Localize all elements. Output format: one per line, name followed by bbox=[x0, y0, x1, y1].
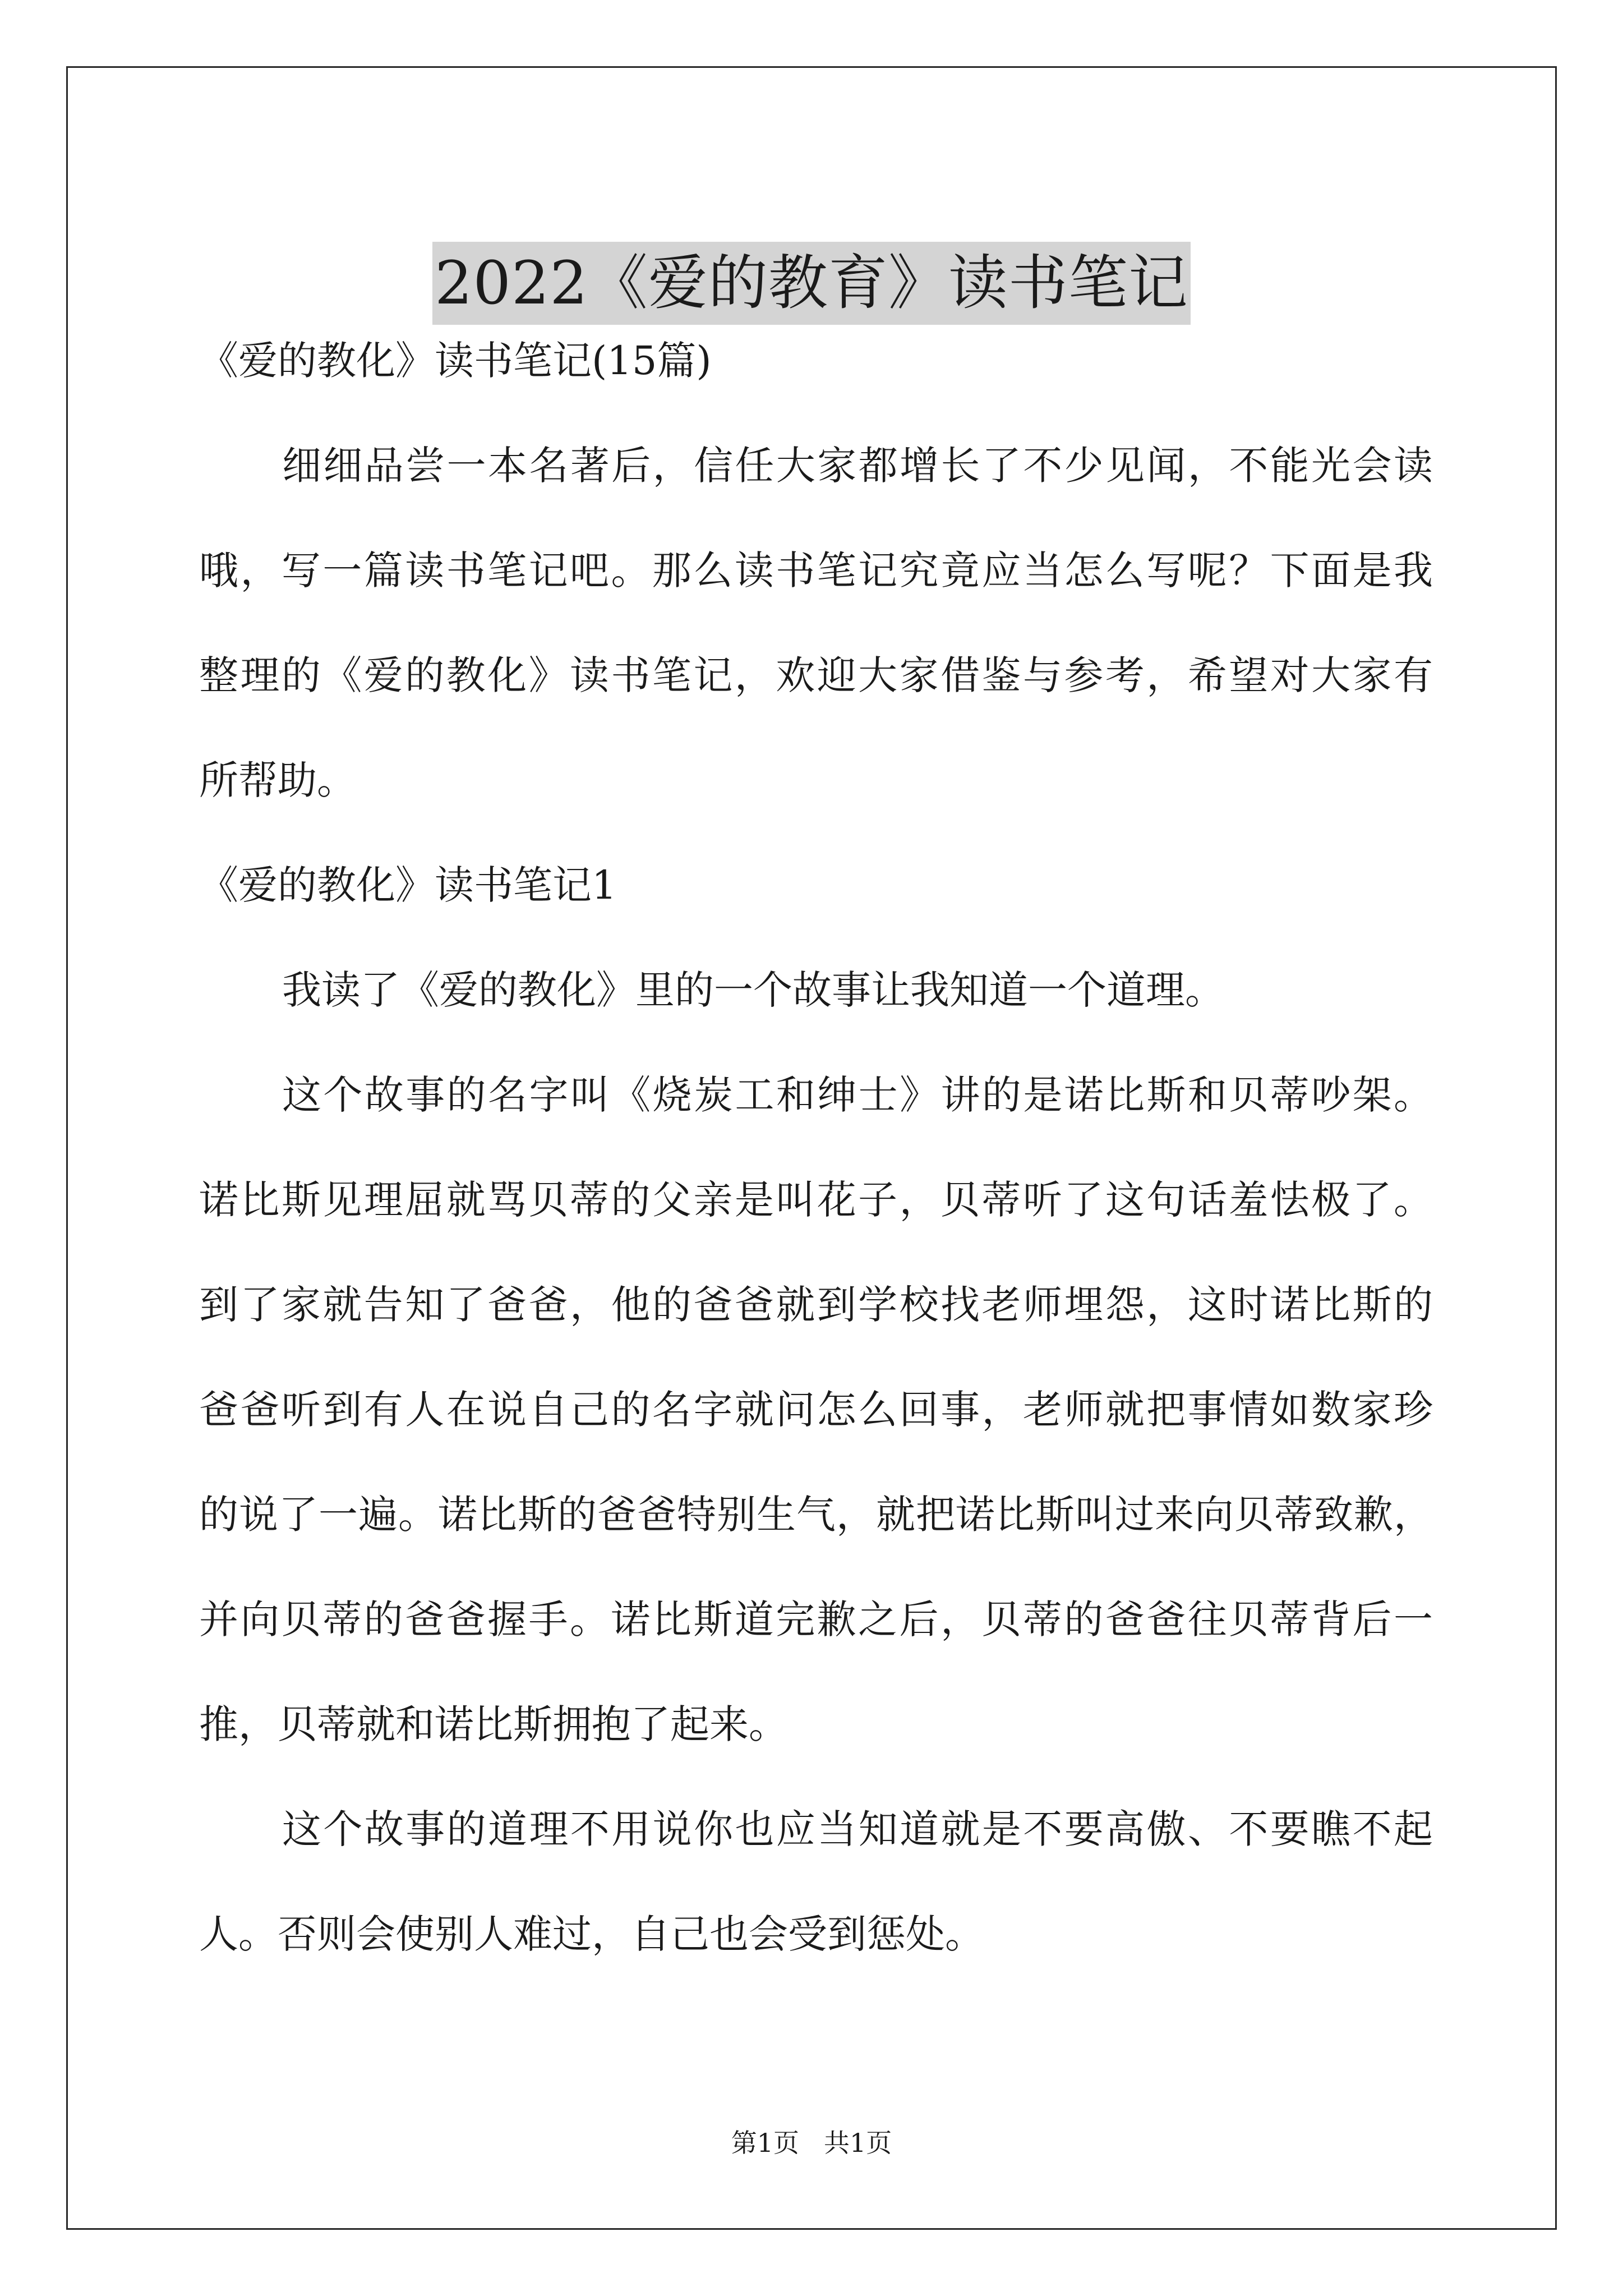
page-total: 共1页 bbox=[823, 2128, 892, 2158]
body-line: 推，贝蒂就和诺比斯拥抱了起来。 bbox=[199, 1701, 788, 1747]
document-body bbox=[199, 309, 1433, 1987]
body-line: 人。否则会使别人难过，自己也会受到惩处。 bbox=[199, 1911, 984, 1957]
body-line: 诺比斯见理屈就骂贝蒂的父亲是叫花子，贝蒂听了这句话羞怯极了。 bbox=[199, 1177, 1433, 1223]
body-line: 这个故事的道理不用说你也应当知道就是不要高傲、不要瞧不起 bbox=[282, 1806, 1433, 1852]
body-line: 我读了《爱的教化》里的一个故事让我知道一个道理。 bbox=[282, 967, 1224, 1013]
body-line: 所帮助。 bbox=[199, 757, 356, 803]
document-title: 2022《爱的教育》读书笔记 bbox=[432, 242, 1191, 325]
body-line: 整理的《爱的教化》读书笔记，欢迎大家借鉴与参考，希望对大家有 bbox=[199, 652, 1433, 698]
body-line: 细细品尝一本名著后，信任大家都增长了不少见闻，不能光会读 bbox=[282, 443, 1433, 489]
body-line: 《爱的教化》读书笔记(15篇) bbox=[199, 338, 712, 384]
body-line: 爸爸听到有人在说自己的名字就问怎么回事，老师就把事情如数家珍 bbox=[199, 1387, 1433, 1433]
body-line: 这个故事的名字叫《烧炭工和绅士》讲的是诺比斯和贝蒂吵架。 bbox=[282, 1072, 1433, 1118]
body-line: 的说了一遍。诺比斯的爸爸特别生气，就把诺比斯叫过来向贝蒂致歉， bbox=[199, 1492, 1433, 1538]
body-line: 《爱的教化》读书笔记1 bbox=[199, 862, 617, 908]
page-footer bbox=[0, 2126, 1623, 2160]
body-line: 并向贝蒂的爸爸握手。诺比斯道完歉之后，贝蒂的爸爸往贝蒂背后一 bbox=[199, 1596, 1433, 1642]
page-number: 第1页 bbox=[731, 2128, 800, 2158]
body-line: 到了家就告知了爸爸，他的爸爸就到学校找老师埋怨，这时诺比斯的 bbox=[199, 1282, 1433, 1328]
body-line: 哦，写一篇读书笔记吧。那么读书笔记究竟应当怎么写呢？下面是我 bbox=[199, 547, 1433, 593]
